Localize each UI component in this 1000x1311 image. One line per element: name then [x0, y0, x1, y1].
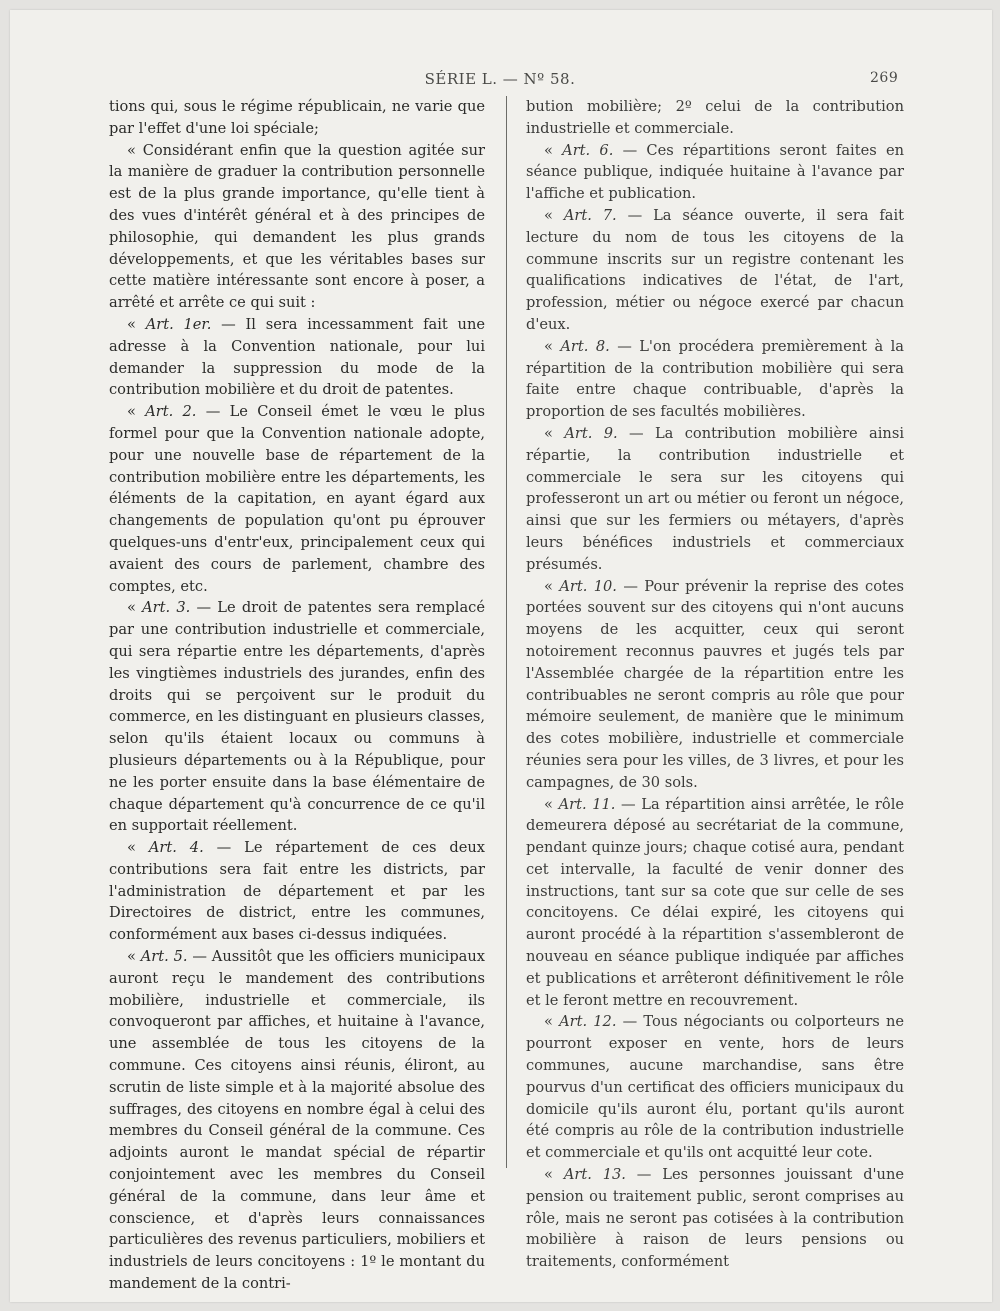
article-number: Art. 6.: [562, 141, 614, 159]
paragraph: [109, 837, 485, 946]
paragraph: [526, 205, 904, 336]
paragraph-text: — Les personnes jouissant d'une pension ou traitement public, seront comprises au rôle, mais ne seront pas cotisées à la contribution mobilière à raison de leurs pensions ou traitements, conformément: [526, 1166, 904, 1271]
article-number: Art. 11.: [558, 795, 616, 813]
paragraph-text: — Tous négociants ou colporteurs ne pourront exposer en vente, hors de leurs communes, aucune marchandise, sans être pourvus d'un certificat des officiers municipaux du domicile qu'ils auront élu, portant qu'ils auront été compris au rôle de la contribution industrielle et commerciale et qu'ils ont acquitté leur cote.: [526, 1013, 904, 1162]
article-number: Art. 1er.: [145, 315, 212, 333]
quote-mark: «: [127, 315, 146, 333]
article-number: Art. 7.: [563, 206, 617, 224]
article-number: Art. 9.: [564, 424, 618, 442]
quote-mark: «: [127, 948, 141, 966]
paragraph-text: — Le Conseil émet le vœu le plus formel pour que la Convention nationale adopte, pour une nouvelle base de répartement de la contribution mobilière entre les départements, les éléments de la capitation, en ayant égard aux changements de population qu'ont pu éprouver quelques-uns d'entr'eux, principalement ceux qui avaient des cours de parlement, chambre des comptes, etc.: [109, 403, 485, 595]
article-number: Art. 5.: [140, 948, 188, 966]
paragraph-text: — L'on procédera premièrement à la répartition de la contribution mobilière qui sera faite entre chaque contribuable, d'après la proportion de ses facultés mobilières.: [526, 337, 904, 421]
article-number: Art. 2.: [145, 403, 197, 421]
paragraph: [526, 96, 904, 140]
paragraph: [526, 336, 904, 423]
paragraph-text: — Le droit de patentes sera remplacé par une contribution industrielle et commerciale, qui sera répartie entre les départements, d'après les vingtièmes industriels des jurandes, enfin des droits qui se perçoivent sur le produit du commerce, en les distinguant en plusieurs classes, selon qu'ils étaient locaux ou communs à plusieurs départements ou à la République, pour ne les porter ensuite dans la base élémentaire de chaque département qu'à concurrence de ce qu'il en supportait réellement.: [109, 599, 485, 835]
right-column: [526, 96, 904, 1273]
article-number: Art. 8.: [560, 337, 610, 355]
quote-mark: «: [544, 1166, 564, 1184]
quote-mark: «: [544, 795, 559, 813]
quote-mark: «: [127, 599, 143, 617]
paragraph: [526, 794, 904, 1012]
paragraph-text: — La répartition ainsi arrêtée, le rôle demeurera déposé au secrétariat de la commune, pendant quinze jours; chaque cotisé aura, pendant cet intervalle, la faculté de venir donner des instructions, tant sur sa cote que sur celle de ses concitoyens. Ce délai expiré, les citoyens qui auront procédé à la répartition s'assembleront de nouveau en séance publique indiquée par affiches et publications et arrêteront définitivement le rôle et le feront mettre en recouvrement.: [526, 795, 904, 1009]
article-number: Art. 4.: [148, 839, 204, 857]
article-number: Art. 13.: [563, 1166, 626, 1184]
page-number: 269: [870, 70, 899, 86]
column-divider: [506, 96, 507, 1168]
page-header: [0, 70, 1000, 94]
paragraph-text: — Ces répartitions seront faites en séance publique, indiquée huitaine à l'avance par l'affiche et publication.: [526, 141, 904, 203]
quote-mark: «: [544, 577, 560, 595]
article-number: Art. 3.: [142, 599, 191, 617]
paragraph: [526, 576, 904, 794]
quote-mark: «: [127, 839, 149, 857]
paragraph: [109, 946, 485, 1295]
paragraph: [109, 96, 485, 140]
paragraph-text: — La séance ouverte, il sera fait lecture du nom de tous les citoyens de la commune inscrits sur un registre contenant les qualifications indicatives de l'état, de l'art, profession, métier ou négoce exercé par chacun d'eux.: [526, 206, 904, 333]
paragraph-text: — Il sera incessamment fait une adresse à la Convention nationale, pour lui demander la suppression du mode de la contribution mobilière et du droit de patentes.: [109, 315, 485, 399]
paragraph: [526, 423, 904, 576]
paragraph-text: « Considérant enfin que la question agitée sur la manière de graduer la contribution personnelle est de la plus grande importance, qu'elle tient à des vues d'intérêt général et à des principes de philosophie, qui demandent les plus grands développements, et que les véritables bases sur cette matière intéressante sont encore à poser, a arrêté et arrête ce qui suit :: [109, 141, 485, 312]
paragraph: [109, 597, 485, 837]
quote-mark: «: [127, 403, 146, 421]
paragraph-text: — Le répartement de ces deux contributions sera fait entre les districts, par l'administration de département et par les Directoires de district, entre les communes, conformément aux bases ci-dessus indiquées.: [109, 839, 485, 944]
paragraph: [109, 314, 485, 401]
quote-mark: «: [544, 1013, 560, 1031]
paragraph-text: bution mobilière; 2º celui de la contribution industrielle et commerciale.: [526, 98, 904, 137]
quote-mark: «: [544, 337, 561, 355]
article-number: Art. 12.: [559, 1013, 617, 1031]
paragraph-text: tions qui, sous le régime républicain, ne varie que par l'effet d'une loi spéciale;: [109, 98, 485, 137]
paragraph: [109, 401, 485, 597]
running-title: SÉRIE L. — Nº 58.: [424, 70, 576, 88]
paragraph-text: — Aussitôt que les officiers municipaux auront reçu le mandement des contributions mobilière, industrielle et commerciale, ils convoqueront par affiches, et huitaine à l'avance, une assemblée de tous les citoyens de la commune. Ces citoyens ainsi réunis, éliront, au scrutin de liste simple et à la majorité absolue des suffrages, des citoyens en nombre égal à celui des membres du Conseil général de la commune. Ces adjoints auront le mandat spécial de répartir conjointement avec les membres du Conseil général de la commune, dans leur âme et conscience, et d'après leurs connaissances particulières des revenus particuliers, mobiliers et industriels de leurs concitoyens : 1º le montant du mandement de la contri-: [109, 948, 485, 1293]
paragraph: [109, 140, 485, 314]
paragraph: [526, 1164, 904, 1273]
paragraph: [526, 140, 904, 205]
quote-mark: «: [544, 141, 563, 159]
article-number: Art. 10.: [559, 577, 617, 595]
quote-mark: «: [544, 206, 564, 224]
left-column: [109, 96, 485, 1295]
paragraph-text: — La contribution mobilière ainsi répartie, la contribution industrielle et commerciale le sera sur les citoyens qui professeront un art ou métier ou feront un négoce, ainsi que sur les fermiers ou métayers, d'après leurs bénéfices industriels et commerciaux présumés.: [526, 424, 904, 573]
paragraph-text: — Pour prévenir la reprise des cotes portées souvent sur des citoyens qui n'ont aucuns moyens de les acquitter, ceux qui seront notoirement reconnus pauvres et jugés tels par l'Assemblée chargée de la répartition entre les contribuables ne seront compris au rôle que pour mémoire seulement, de manière que le minimum des cotes mobilière, industrielle et commerciale réunies sera pour les villes, de 3 livres, et pour les campagnes, de 30 sols.: [526, 577, 904, 791]
paragraph: [526, 1011, 904, 1164]
quote-mark: «: [544, 424, 565, 442]
